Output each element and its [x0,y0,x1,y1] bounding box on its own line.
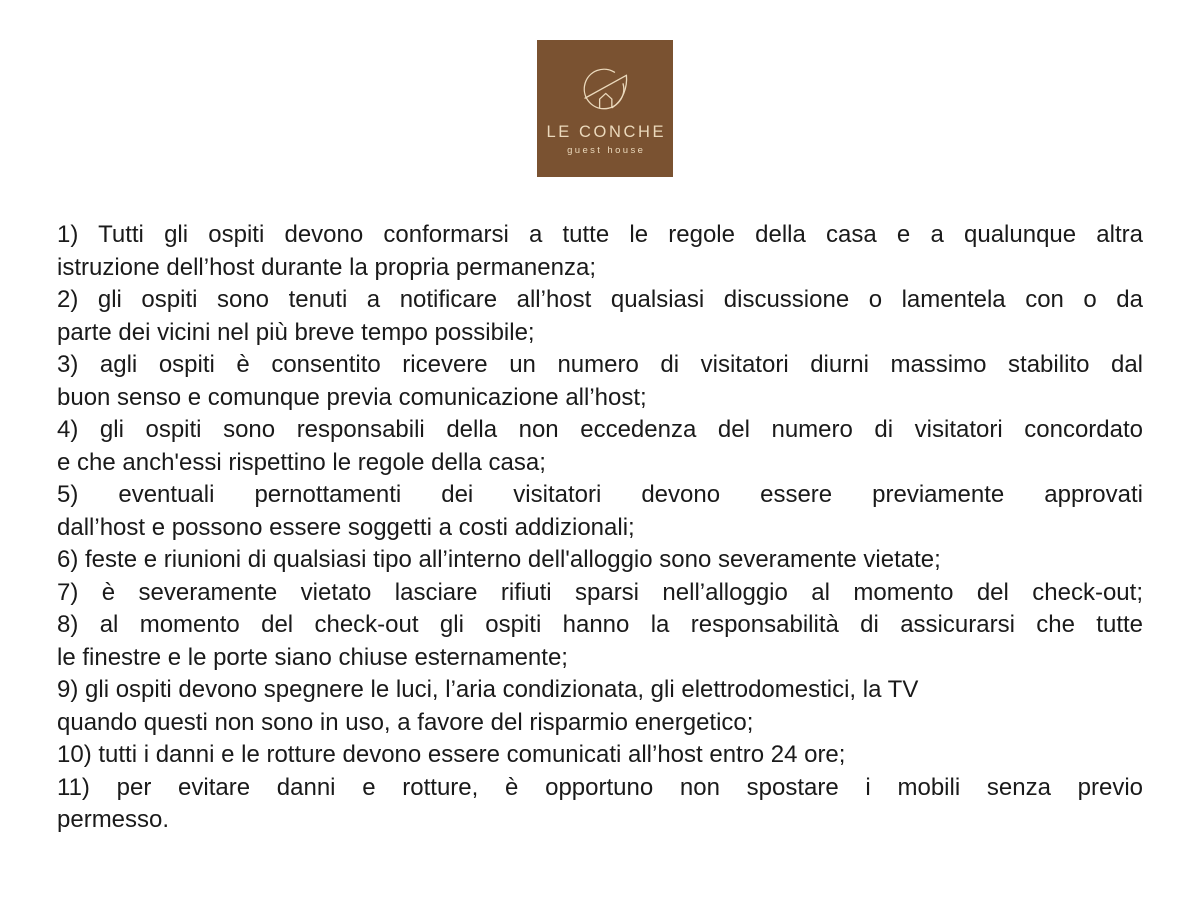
rule-line: 5) eventuali pernottamenti dei visitatori devono essere previamente approvati [57,481,1143,508]
logo-title: LE CONCHE [546,123,667,141]
rule-line: 6) feste e riunioni di qualsiasi tipo all’interno dell'alloggio sono severamente vietate; [57,546,941,573]
rule-line: 3) agli ospiti è consentito ricevere un numero di visitatori diurni massimo stabilito dal [57,351,1143,378]
rule-line: dall’host e possono essere soggetti a costi addizionali; [57,513,635,541]
house-rules-text [57,219,1143,837]
rule-line: buon senso e comunque previa comunicazione all’host; [57,383,647,411]
rule-line: 9) gli ospiti devono spegnere le luci, l’aria condizionata, gli elettrodomestici, la TV [57,676,919,703]
rule-line: e che anch'essi rispettino le regole della casa; [57,448,546,476]
rule-line: 10) tutti i danni e le rotture devono essere comunicati all’host entro 24 ore; [57,741,846,768]
logo-card [537,40,673,177]
rule-line: 1) Tutti gli ospiti devono conformarsi a tutte le regole della casa e a qualunque altra [57,221,1143,248]
rule-line: 7) è severamente vietato lasciare rifiuti sparsi nell’alloggio al momento del check-out; [57,578,1143,606]
rule-line: parte dei vicini nel più breve tempo possibile; [57,318,535,346]
rule-line: 8) al momento del check-out gli ospiti hanno la responsabilità di assicurarsi che tutte [57,611,1143,638]
rule-line: le finestre e le porte siano chiuse esternamente; [57,643,568,671]
rule-line: istruzione dell’host durante la propria permanenza; [57,253,596,281]
rule-line: 11) per evitare danni e rotture, è opportuno non spostare i mobili senza previo [57,773,1143,801]
rule-line: 4) gli ospiti sono responsabili della non eccedenza del numero di visitatori concordato [57,416,1143,443]
rule-line: quando questi non sono in uso, a favore del risparmio energetico; [57,708,754,736]
logo-subtitle: guest house [567,145,646,156]
rule-line: 2) gli ospiti sono tenuti a notificare all’host qualsiasi discussione o lamentela con o da [57,286,1143,313]
circle-leaf-house-icon [582,65,629,112]
rule-line: permesso. [57,806,170,833]
